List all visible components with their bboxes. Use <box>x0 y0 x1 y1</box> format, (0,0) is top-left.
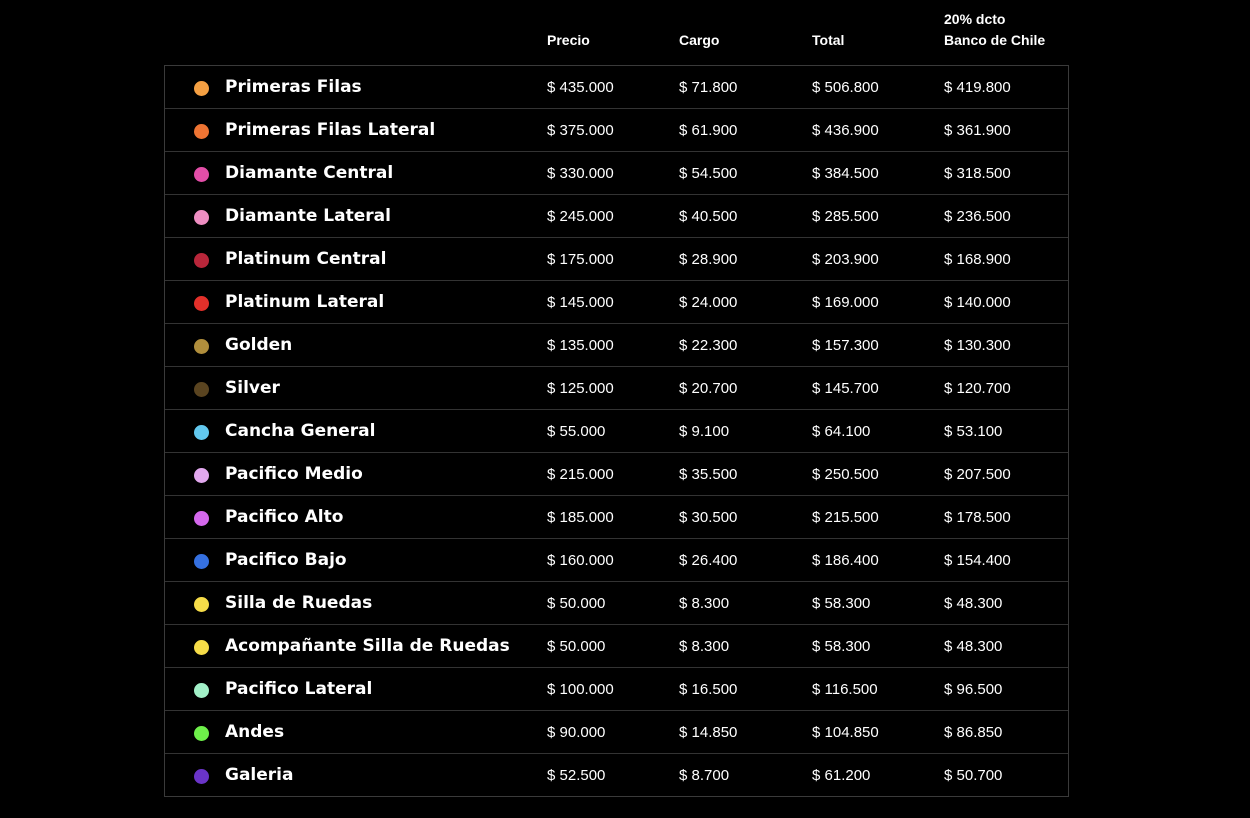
precio-value: $ 50.000 <box>547 638 606 655</box>
zone-name: Andes <box>225 722 285 742</box>
cargo-value: $ 71.800 <box>679 79 738 96</box>
total-value: $ 215.500 <box>812 509 879 526</box>
zone-name: Golden <box>225 335 293 355</box>
precio-value: $ 175.000 <box>547 251 614 268</box>
cargo-value: $ 30.500 <box>679 509 738 526</box>
cargo-value: $ 9.100 <box>679 423 730 440</box>
zone-name: Silver <box>225 378 280 398</box>
table-row <box>165 452 1068 495</box>
zone-color-dot-icon <box>194 253 209 268</box>
cargo-value: $ 35.500 <box>679 466 738 483</box>
cargo-value: $ 24.000 <box>679 294 738 311</box>
precio-value: $ 215.000 <box>547 466 614 483</box>
zone-name: Pacifico Lateral <box>225 679 373 699</box>
descuento-value: $ 140.000 <box>944 294 1011 311</box>
table-row <box>165 538 1068 581</box>
price-table <box>164 65 1069 797</box>
total-value: $ 104.850 <box>812 724 879 741</box>
descuento-value: $ 48.300 <box>944 595 1003 612</box>
precio-value: $ 145.000 <box>547 294 614 311</box>
zone-color-dot-icon <box>194 468 209 483</box>
zone-color-dot-icon <box>194 425 209 440</box>
table-row <box>165 710 1068 753</box>
cargo-value: $ 40.500 <box>679 208 738 225</box>
cargo-value: $ 54.500 <box>679 165 738 182</box>
total-value: $ 436.900 <box>812 122 879 139</box>
table-row <box>165 323 1068 366</box>
zone-name: Platinum Central <box>225 249 387 269</box>
zone-color-dot-icon <box>194 167 209 182</box>
table-row <box>165 280 1068 323</box>
precio-value: $ 55.000 <box>547 423 606 440</box>
zone-name: Cancha General <box>225 421 376 441</box>
zone-name: Diamante Central <box>225 163 394 183</box>
table-row <box>165 366 1068 409</box>
descuento-value: $ 48.300 <box>944 638 1003 655</box>
zone-name: Pacifico Bajo <box>225 550 347 570</box>
descuento-value: $ 154.400 <box>944 552 1011 569</box>
zone-color-dot-icon <box>194 554 209 569</box>
descuento-value: $ 168.900 <box>944 251 1011 268</box>
descuento-value: $ 86.850 <box>944 724 1003 741</box>
header-precio: Precio <box>547 32 590 48</box>
total-value: $ 61.200 <box>812 767 871 784</box>
precio-value: $ 52.500 <box>547 767 606 784</box>
precio-value: $ 50.000 <box>547 595 606 612</box>
total-value: $ 186.400 <box>812 552 879 569</box>
table-row <box>165 409 1068 452</box>
precio-value: $ 90.000 <box>547 724 606 741</box>
precio-value: $ 375.000 <box>547 122 614 139</box>
descuento-value: $ 50.700 <box>944 767 1003 784</box>
table-row <box>165 753 1068 796</box>
total-value: $ 203.900 <box>812 251 879 268</box>
zone-color-dot-icon <box>194 726 209 741</box>
descuento-value: $ 130.300 <box>944 337 1011 354</box>
total-value: $ 169.000 <box>812 294 879 311</box>
precio-value: $ 185.000 <box>547 509 614 526</box>
table-row <box>165 624 1068 667</box>
total-value: $ 285.500 <box>812 208 879 225</box>
zone-name: Galeria <box>225 765 294 785</box>
table-row <box>165 194 1068 237</box>
header-total: Total <box>812 32 845 48</box>
descuento-value: $ 96.500 <box>944 681 1003 698</box>
cargo-value: $ 16.500 <box>679 681 738 698</box>
total-value: $ 58.300 <box>812 595 871 612</box>
descuento-value: $ 236.500 <box>944 208 1011 225</box>
zone-color-dot-icon <box>194 640 209 655</box>
cargo-value: $ 26.400 <box>679 552 738 569</box>
cargo-value: $ 8.300 <box>679 595 730 612</box>
cargo-value: $ 61.900 <box>679 122 738 139</box>
precio-value: $ 135.000 <box>547 337 614 354</box>
cargo-value: $ 8.300 <box>679 638 730 655</box>
table-row <box>165 151 1068 194</box>
cargo-value: $ 28.900 <box>679 251 738 268</box>
descuento-value: $ 419.800 <box>944 79 1011 96</box>
total-value: $ 58.300 <box>812 638 871 655</box>
descuento-value: $ 120.700 <box>944 380 1011 397</box>
zone-color-dot-icon <box>194 382 209 397</box>
zone-name: Diamante Lateral <box>225 206 391 226</box>
descuento-value: $ 361.900 <box>944 122 1011 139</box>
zone-color-dot-icon <box>194 769 209 784</box>
precio-value: $ 160.000 <box>547 552 614 569</box>
zone-name: Pacifico Medio <box>225 464 363 484</box>
zone-color-dot-icon <box>194 296 209 311</box>
total-value: $ 506.800 <box>812 79 879 96</box>
precio-value: $ 245.000 <box>547 208 614 225</box>
zone-color-dot-icon <box>194 210 209 225</box>
descuento-value: $ 53.100 <box>944 423 1003 440</box>
total-value: $ 250.500 <box>812 466 879 483</box>
precio-value: $ 100.000 <box>547 681 614 698</box>
precio-value: $ 435.000 <box>547 79 614 96</box>
zone-color-dot-icon <box>194 339 209 354</box>
total-value: $ 157.300 <box>812 337 879 354</box>
header-cargo: Cargo <box>679 32 720 48</box>
descuento-value: $ 207.500 <box>944 466 1011 483</box>
total-value: $ 384.500 <box>812 165 879 182</box>
zone-color-dot-icon <box>194 511 209 526</box>
table-row <box>165 108 1068 151</box>
precio-value: $ 125.000 <box>547 380 614 397</box>
zone-name: Pacifico Alto <box>225 507 344 527</box>
zone-color-dot-icon <box>194 124 209 139</box>
precio-value: $ 330.000 <box>547 165 614 182</box>
zone-color-dot-icon <box>194 597 209 612</box>
table-row <box>165 237 1068 280</box>
table-row <box>165 66 1068 108</box>
cargo-value: $ 22.300 <box>679 337 738 354</box>
table-header <box>165 0 1068 65</box>
table-row <box>165 495 1068 538</box>
zone-name: Platinum Lateral <box>225 292 385 312</box>
table-row <box>165 667 1068 710</box>
total-value: $ 145.700 <box>812 380 879 397</box>
zone-name: Primeras Filas <box>225 77 362 97</box>
total-value: $ 116.500 <box>812 681 878 698</box>
descuento-value: $ 178.500 <box>944 509 1011 526</box>
total-value: $ 64.100 <box>812 423 871 440</box>
descuento-value: $ 318.500 <box>944 165 1011 182</box>
zone-name: Silla de Ruedas <box>225 593 373 613</box>
header-descuento: 20% dcto Banco de Chile <box>944 11 1046 48</box>
cargo-value: $ 8.700 <box>679 767 730 784</box>
zone-color-dot-icon <box>194 81 209 96</box>
cargo-value: $ 14.850 <box>679 724 738 741</box>
zone-color-dot-icon <box>194 683 209 698</box>
table-row <box>165 581 1068 624</box>
zone-name: Primeras Filas Lateral <box>225 120 436 140</box>
zone-name: Acompañante Silla de Ruedas <box>225 636 510 656</box>
cargo-value: $ 20.700 <box>679 380 738 397</box>
